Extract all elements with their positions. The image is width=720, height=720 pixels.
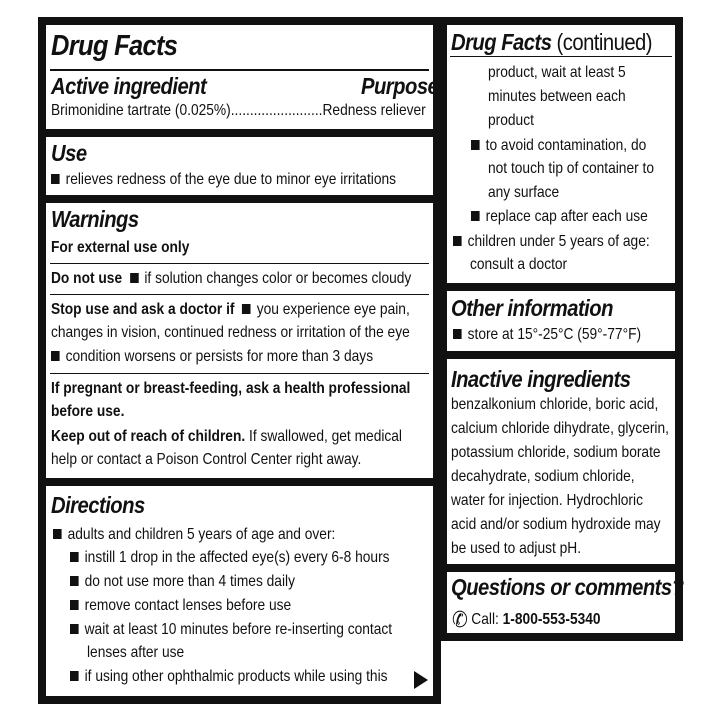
other-info-panel	[447, 291, 675, 351]
pregnant-line-2: before use.	[51, 403, 125, 420]
use-item-text: relieves redness of the eye due to minor eye irritations	[65, 171, 397, 188]
bullet-icon	[70, 624, 79, 634]
stop-use-label: Stop use and ask a doctor if	[51, 301, 235, 318]
stop-use-line-1	[51, 299, 410, 321]
directions-sub-2-text: do not use more than 4 times daily	[84, 573, 295, 590]
inactive-line-6: acid and/or sodium hydroxide may	[451, 516, 661, 533]
call-label: Call:	[471, 611, 499, 628]
bullet-icon	[242, 304, 251, 314]
directions-sub-3	[70, 595, 291, 617]
directions-sub-1-text: instill 1 drop in the affected eye(s) every 6-8 hours	[84, 549, 390, 566]
bullet-icon	[471, 140, 480, 150]
stop-use-line-3	[51, 346, 373, 368]
continued-line-7	[471, 206, 648, 228]
keep-out-label: Keep out of reach of children.	[51, 428, 246, 445]
other-info-item-text: store at 15°-25°C (59°-77°F)	[467, 326, 642, 343]
questions-panel	[447, 572, 684, 633]
stop-use-text-1: you experience eye pain,	[256, 301, 410, 318]
bullet-icon	[70, 576, 79, 586]
directions-main-item	[53, 524, 335, 546]
other-info-heading: Other information	[451, 295, 613, 321]
phone-number: 1-800-553-5340	[502, 611, 601, 628]
directions-panel	[46, 486, 433, 696]
directions-heading: Directions	[51, 492, 145, 518]
phone-icon: ✆	[452, 607, 468, 632]
continued-line-4	[471, 135, 646, 157]
continued-rule	[450, 56, 672, 57]
bullet-icon	[471, 211, 480, 221]
bullet-icon	[53, 529, 62, 539]
stop-use-text-3: condition worsens or persists for more than 3 days	[65, 348, 374, 365]
directions-sub-5-text: if using other ophthalmic products while using this	[84, 668, 388, 685]
keep-out-line-1	[51, 426, 402, 448]
directions-sub-5	[70, 666, 388, 688]
external-use-line: For external use only	[51, 239, 190, 256]
directions-sub-4a-text: wait at least 10 minutes before re-inserting contact	[84, 621, 393, 638]
keep-out-line-2: help or contact a Poison Control Center right away.	[51, 451, 362, 468]
continued-line-8-text: children under 5 years of age:	[467, 233, 650, 250]
drug-facts-title: Drug Facts	[51, 30, 178, 62]
inactive-ingredients-panel	[447, 359, 675, 564]
inactive-heading: Inactive ingredients	[451, 366, 631, 392]
directions-sub-3-text: remove contact lenses before use	[84, 597, 292, 614]
continued-title	[451, 29, 652, 55]
warnings-panel	[46, 203, 433, 478]
do-not-use-label: Do not use	[51, 270, 123, 287]
use-panel	[46, 137, 433, 195]
inactive-line-4: decahydrate, sodium chloride,	[451, 468, 635, 485]
continued-line-3: product	[488, 112, 534, 129]
bullet-icon	[453, 236, 462, 246]
stop-use-line-2: changes in vision, continued redness or irritation of the eye	[51, 324, 410, 341]
bullet-icon	[453, 329, 462, 339]
title-rule	[50, 69, 429, 71]
continued-line-4-text: to avoid contamination, do	[485, 137, 647, 154]
continued-line-2: minutes between each	[488, 88, 626, 105]
inactive-line-2: calcium chloride dihydrate, glycerin,	[451, 420, 669, 437]
continue-arrow-icon	[414, 671, 428, 689]
continued-line-5: not touch tip of container to	[488, 160, 654, 177]
continued-panel	[447, 25, 675, 283]
warnings-rule-1	[50, 263, 429, 264]
continued-line-9: consult a doctor	[470, 256, 568, 273]
bullet-icon	[70, 600, 79, 610]
directions-main-text: adults and children 5 years of age and over:	[67, 526, 336, 543]
continued-title-text: Drug Facts	[451, 29, 552, 55]
do-not-use-line	[51, 268, 411, 290]
directions-sub-2	[70, 571, 295, 593]
bullet-icon	[51, 351, 60, 361]
warnings-rule-3	[50, 373, 429, 374]
call-line	[452, 609, 601, 631]
bullet-icon	[70, 552, 79, 562]
pregnant-line-1: If pregnant or breast-feeding, ask a health professional	[51, 380, 411, 397]
keep-out-text-1: If swallowed, get medical	[249, 428, 402, 445]
use-heading: Use	[51, 140, 87, 166]
directions-sub-1	[70, 547, 390, 569]
active-ingredient-heading: Active ingredient	[51, 73, 207, 99]
active-ingredient-panel	[46, 25, 439, 129]
other-info-item	[453, 324, 641, 346]
continued-suffix: (continued)	[556, 29, 652, 55]
inactive-line-1: benzalkonium chloride, boric acid,	[451, 396, 659, 413]
directions-sub-4a	[70, 619, 392, 641]
continued-line-7-text: replace cap after each use	[485, 208, 648, 225]
purpose-heading: Purpose	[361, 73, 439, 99]
directions-sub-4b: lenses after use	[87, 644, 185, 661]
inactive-line-5: water for injection. Hydrochloric	[451, 492, 643, 509]
do-not-use-text: if solution changes color or becomes cloudy	[144, 270, 412, 287]
questions-heading: Questions or comments?	[451, 574, 684, 600]
inactive-line-7: be used to adjust pH.	[451, 540, 582, 557]
warnings-rule-2	[50, 294, 429, 295]
bullet-icon	[130, 273, 139, 283]
continued-line-1: product, wait at least 5	[488, 64, 626, 81]
warnings-heading: Warnings	[51, 206, 139, 232]
use-item	[51, 169, 396, 191]
bullet-icon	[51, 174, 60, 184]
inactive-line-3: potassium chloride, sodium borate	[451, 444, 661, 461]
continued-line-6: any surface	[488, 184, 560, 201]
bullet-icon	[70, 671, 79, 681]
continued-line-8	[453, 231, 650, 253]
active-ingredient-line: Brimonidine tartrate (0.025%)........................Redness reliever	[51, 102, 426, 119]
